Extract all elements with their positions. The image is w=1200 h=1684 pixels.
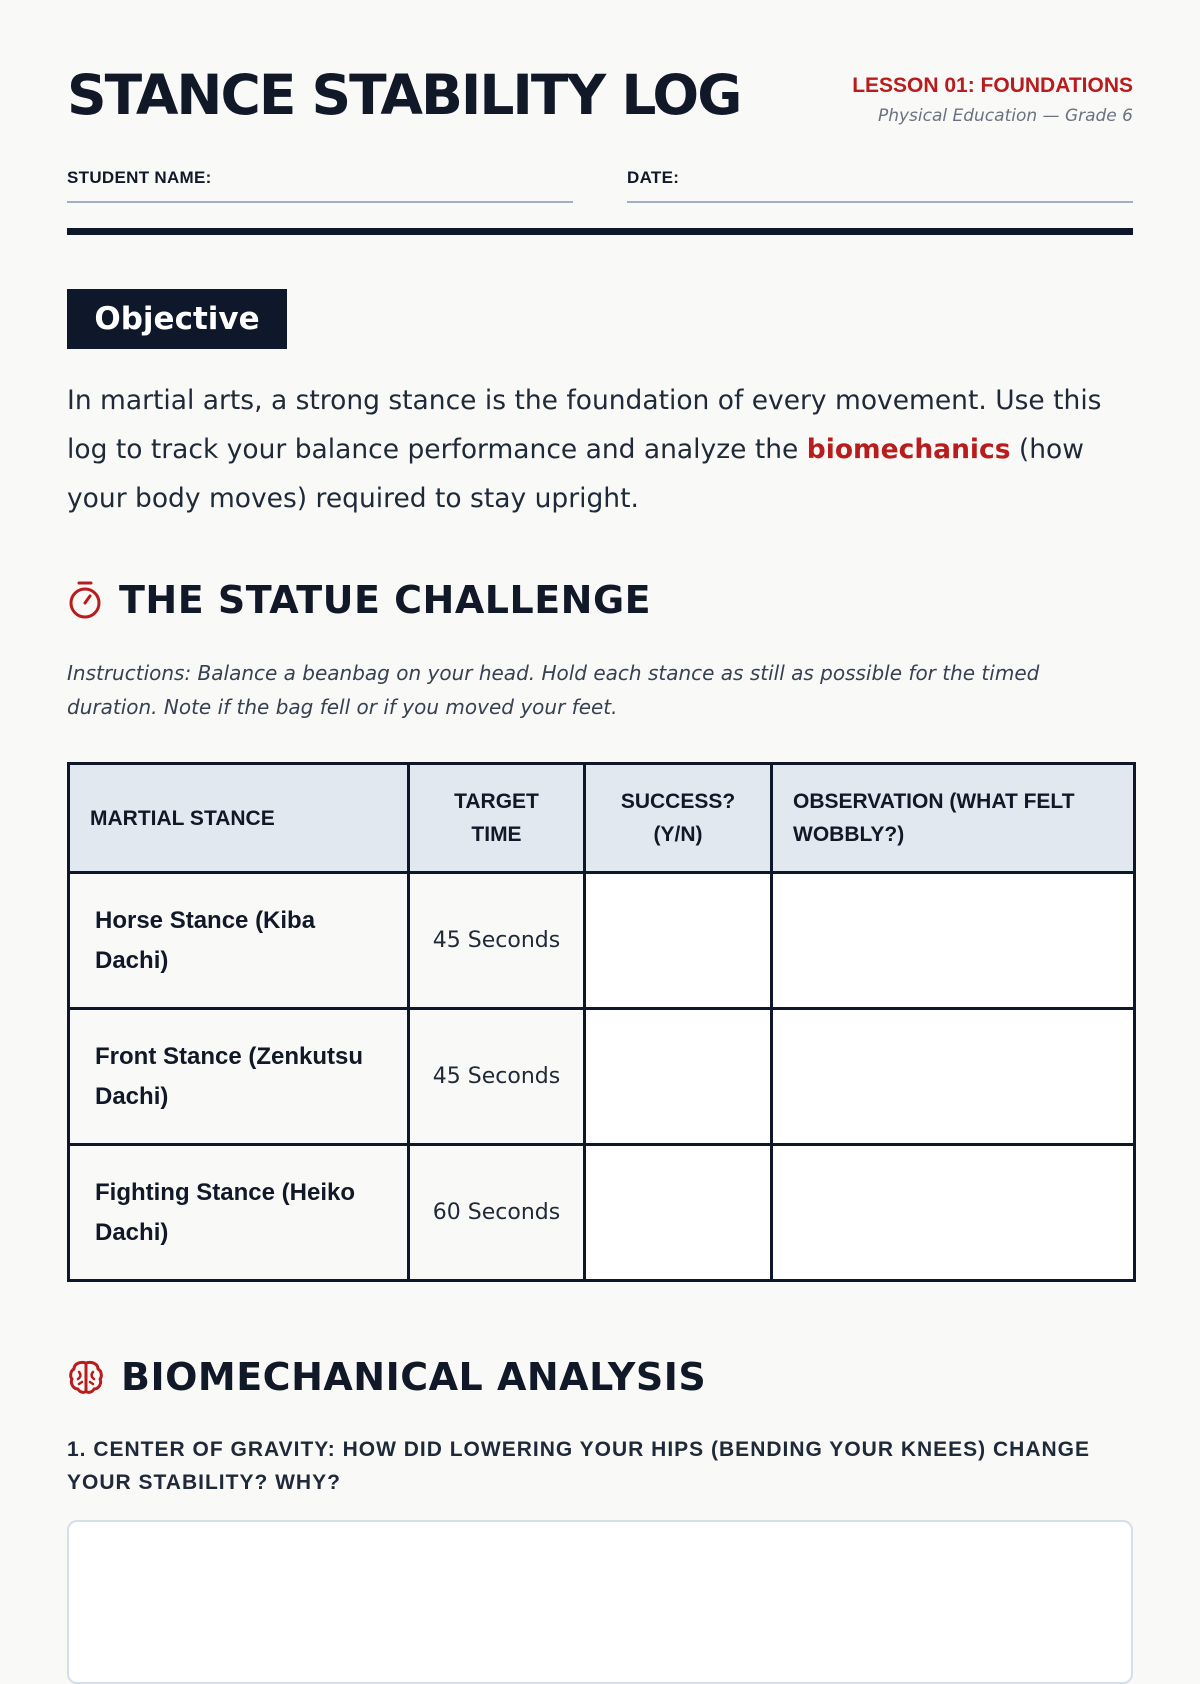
biomechanical-analysis-title-text: BIOMECHANICAL ANALYSIS (121, 1355, 707, 1399)
worksheet-page (67, 0, 1133, 1494)
stance-name-cell: Horse Stance (Kiba Dachi) (69, 873, 409, 1009)
page-title: STANCE STABILITY LOG (67, 63, 741, 127)
student-fields (67, 168, 1133, 202)
biomechanics-highlight: biomechanics (806, 434, 1011, 465)
lesson-label: LESSON 01: FOUNDATIONS (852, 74, 1133, 97)
table-row (69, 873, 1135, 1009)
table-header-row (69, 764, 1135, 873)
statue-challenge-title (67, 578, 651, 622)
student-name-field[interactable] (67, 168, 573, 203)
column-header-observation: OBSERVATION (WHAT FELT WOBBLY?) (772, 764, 1135, 873)
stopwatch-icon (67, 580, 103, 620)
header-divider (67, 228, 1133, 235)
table-row (69, 1145, 1135, 1281)
success-input-cell[interactable] (585, 1009, 772, 1145)
table-row (69, 1009, 1135, 1145)
objective-tag: Objective (67, 289, 287, 349)
question-1-answer-box[interactable] (67, 1520, 1133, 1684)
date-label: DATE: (627, 168, 680, 187)
observation-input-cell[interactable] (772, 873, 1135, 1009)
instructions-text: Instructions: Balance a beanbag on your head. Hold each stance as still as possible for the timed duration. Note if the bag fell or if you moved your feet. (67, 661, 1040, 719)
column-header-target: TARGET TIME (409, 764, 585, 873)
observation-input-cell[interactable] (772, 1009, 1135, 1145)
target-time-cell: 45 Seconds (409, 1009, 585, 1145)
column-header-success: SUCCESS? (Y/N) (585, 764, 772, 873)
observation-input-cell[interactable] (772, 1145, 1135, 1281)
brain-icon (67, 1358, 105, 1396)
target-time-cell: 45 Seconds (409, 873, 585, 1009)
student-name-label: STUDENT NAME: (67, 168, 212, 187)
statue-challenge-title-text: THE STATUE CHALLENGE (119, 578, 652, 622)
objective-text-end: (how your body moves) required to stay upright. (67, 434, 1084, 514)
objective-text-start: In martial arts, a strong stance is the foundation of every movement. Use this log to track your balance performance and analyze the (67, 385, 1102, 465)
stance-name-cell: Front Stance (Zenkutsu Dachi) (69, 1009, 409, 1145)
stance-table (67, 762, 1136, 1282)
success-input-cell[interactable] (585, 1145, 772, 1281)
target-time-cell: 60 Seconds (409, 1145, 585, 1281)
success-input-cell[interactable] (585, 873, 772, 1009)
column-header-stance: MARTIAL STANCE (69, 764, 409, 873)
date-field[interactable] (627, 168, 1133, 203)
page-header (67, 0, 1133, 140)
question-1-label: 1. CENTER OF GRAVITY: HOW DID LOWERING YOUR HIPS (BENDING YOUR KNEES) CHANGE YOUR STABILITY? WHY? (67, 1438, 1090, 1494)
stance-name-cell: Fighting Stance (Heiko Dachi) (69, 1145, 409, 1281)
biomechanical-analysis-title (67, 1355, 706, 1399)
objective-text (67, 376, 1137, 523)
subject-label: Physical Education — Grade 6 (877, 106, 1133, 126)
